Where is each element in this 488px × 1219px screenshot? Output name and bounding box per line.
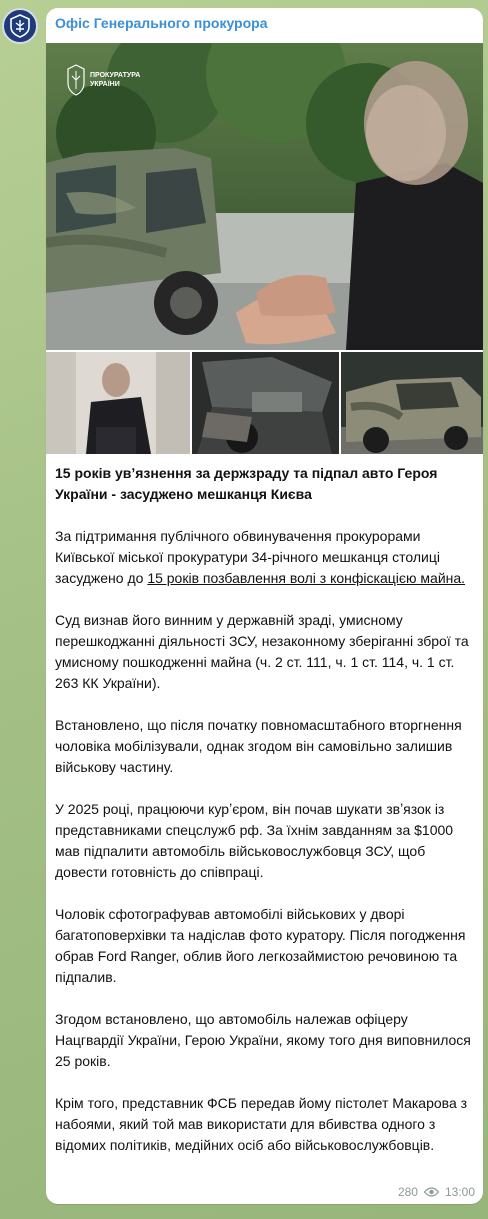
channel-name[interactable]: Офіс Генерального прокурора [55, 15, 268, 31]
eye-icon [424, 1187, 439, 1197]
prosecutor-emblem-icon [9, 14, 31, 38]
main-photo[interactable] [46, 43, 483, 350]
photo-thumbnail-burnt-engine[interactable] [192, 352, 339, 454]
message-bubble [46, 8, 483, 1204]
photo-thumbnail-burnt-truck[interactable] [341, 352, 483, 454]
message-meta [398, 1185, 475, 1199]
message-time: 13:00 [444, 1185, 475, 1199]
post-text [55, 463, 479, 1177]
post-paragraph-5: Чоловік сфотографував автомобілі військових у дворі багатоповерхівки та надіслав фото куратору. Після погодження обрав Ford Ranger, облив його легкозаймистою речовиною та підпалив. [55, 906, 466, 985]
post-title: 15 років увʼязнення за держзраду та підпал авто Героя України - засуджено мешканця Києва [55, 465, 438, 502]
post-paragraph-3: Встановлено, що після початку повномасштабного вторгнення чоловіка мобілізували, однак згодом він самовільно залишив військову частину. [55, 717, 462, 775]
post-paragraph-7: Крім того, представник ФСБ передав йому пістолет Макарова з набоями, який той мав використати для вбивства одного з відомих політиків, медійних осіб або військовослужбовців. [55, 1095, 468, 1153]
post-paragraph-1-text: За підтримання публічного обвинувачення прокурорами Київської міської прокуратури 34-річного мешканця столиці засуджено до [55, 528, 440, 586]
media-logo-line2: УКРАЇНИ [90, 81, 120, 88]
channel-avatar[interactable] [2, 8, 38, 44]
view-count: 280 [397, 1185, 418, 1199]
post-paragraph-2: Суд визнав його винним у державній зраді, умисному перешкоджанні діяльності ЗСУ, незаконному зберіганні зброї та умисному пошкодженні майна (ч. 2 ст. 111, ч. 1 ст. 114, ч. 1 ст. 263 КК України). [55, 612, 469, 691]
media-logo-line1: ПРОКУРАТУРА [90, 72, 141, 79]
post-paragraph-4: У 2025 році, працюючи курʼєром, він почав шукати звʼязок із представниками спецслужб рф. За їхнім завданням за $1000 мав підпалити автомобіль військовослужбовця ЗСУ, щоб довести готовність до співпраці. [55, 801, 454, 880]
post-paragraph-1 [55, 526, 479, 589]
photo-thumbnail-detained-man[interactable] [46, 352, 190, 454]
sentence-link[interactable]: 15 років позбавлення волі з конфіскацією майна. [147, 570, 466, 586]
post-paragraph-6: Згодом встановлено, що автомобіль належав офіцеру Нацгвардії України, Герою України, якому того дня виповнилося 25 років. [55, 1011, 471, 1069]
